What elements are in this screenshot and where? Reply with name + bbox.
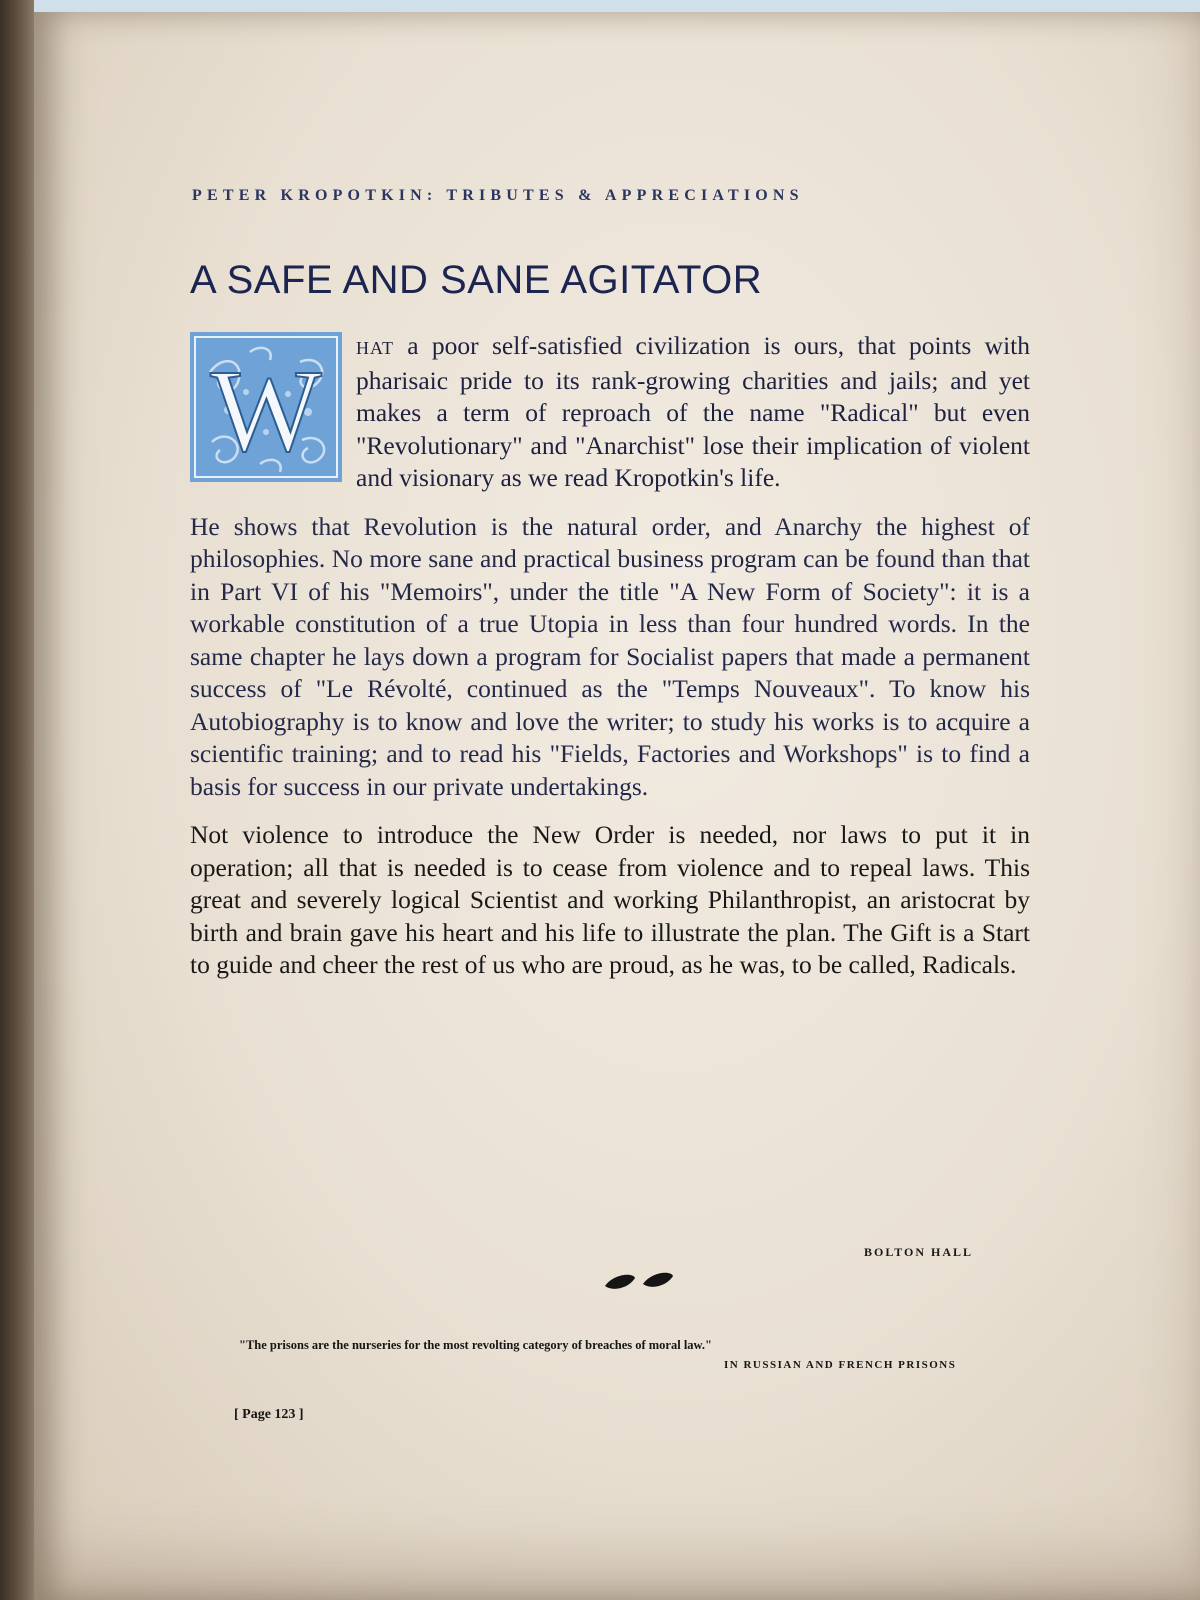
author-signature: BOLTON HALL [864, 1245, 974, 1259]
article-body [190, 330, 1030, 982]
leaf-ornament-icon [599, 1266, 679, 1296]
paragraph-1-text: a poor self-satisfied civilization is ours, that points with pharisaic pride to its rank-growing charities and jails; and yet makes a term of reproach of the name "Radical" but even "Revolutionary" and "Anarchist" lose their implication of violent and visionary as we read Kropotkin's life. [356, 331, 1030, 492]
paragraph-1-lead: HAT [356, 338, 394, 358]
paragraph-1 [190, 330, 1030, 495]
page-title: A SAFE AND SANE AGITATOR [190, 258, 763, 302]
running-header: PETER KROPOTKIN: TRIBUTES & APPRECIATIONS [192, 187, 804, 204]
footer-quote-source: IN RUSSIAN AND FRENCH PRISONS [724, 1359, 957, 1371]
footer-quote: "The prisons are the nurseries for the most revolting category of breaches of moral law." [239, 1338, 712, 1352]
decorated-initial-w [190, 332, 342, 482]
book-spine-shadow [0, 0, 34, 1600]
paragraph-3: Not violence to introduce the New Order is needed, nor laws to put it in operation; all that is needed is to cease from violence and to repeal laws. This great and severely logical Scientist and working Philanthropist, an aristocrat by birth and brain gave his heart and his life to illustrate the plan. The Gift is a Start to guide and cheer the rest of us who are proud, as he was, to be called, Radicals. [190, 820, 1030, 979]
background-strip [0, 0, 1200, 12]
dropcap-letter: W [210, 345, 322, 476]
paragraph-2: He shows that Revolution is the natural order, and Anarchy the highest of philosophies. No more sane and practical business program can be found than that in Part VI of his "Memoirs", under the title "A New Form of Society": it is a workable constitution of a true Utopia in less than four hundred words. In the same chapter he lays down a program for Socialist papers that made a permanent success of "Le Révolté, continued as the "Temps Nouveaux". To know his Autobiography is to know and love the writer; to study his works is to acquire a scientific training; and to read his "Fields, Factories and Workshops" is to find a basis for success in our private undertakings. [190, 511, 1030, 801]
book-page [34, 12, 1200, 1600]
page-number: [ Page 123 ] [234, 1407, 304, 1422]
